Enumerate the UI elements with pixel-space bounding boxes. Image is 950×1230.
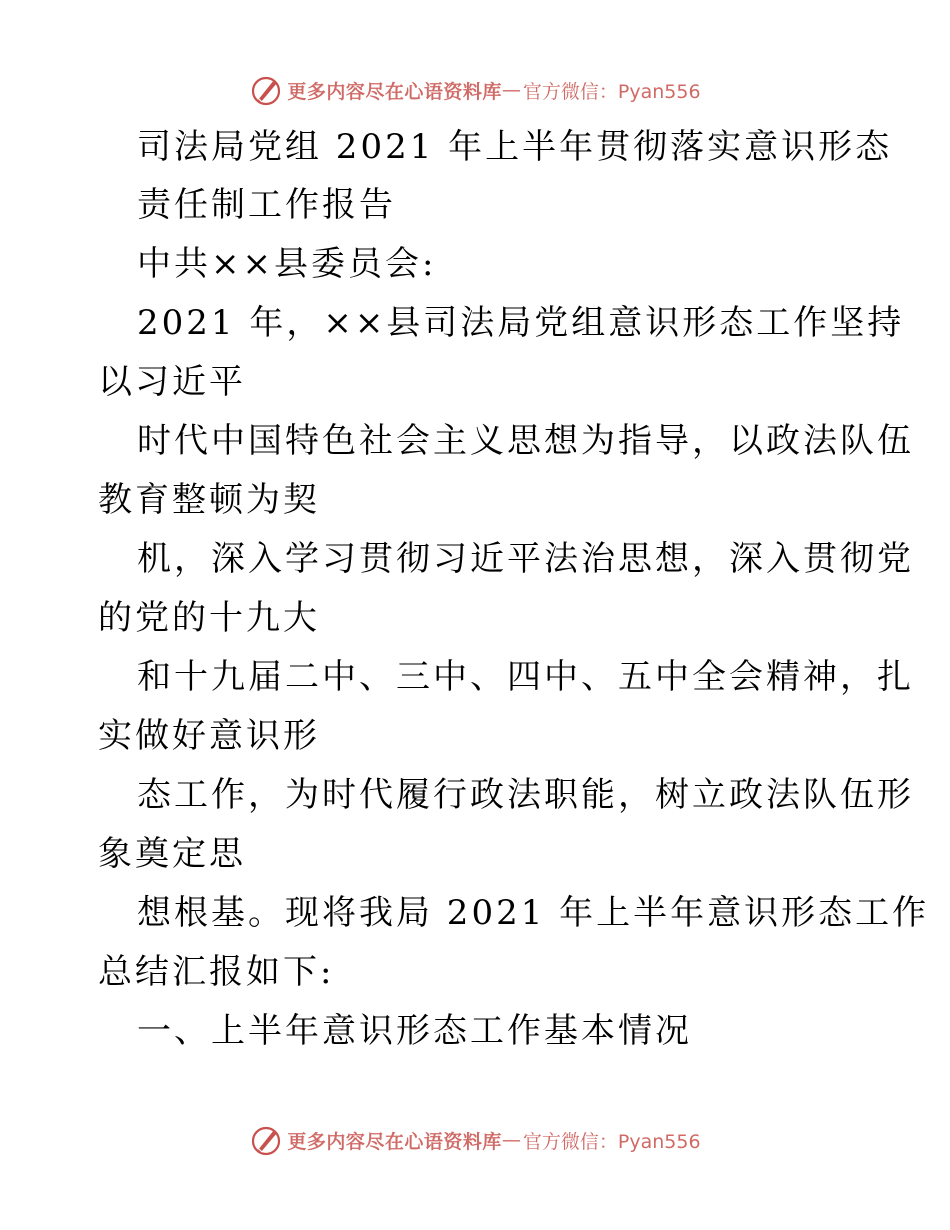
section-heading: 一、上半年意识形态工作基本情况 — [137, 1011, 692, 1051]
body-line: 以习近平 — [98, 362, 246, 402]
body-line: 时代中国特色社会主义思想为指导，以政法队伍 — [137, 421, 914, 461]
body-line: 实做好意识形 — [98, 716, 320, 756]
title-line-1: 司法局党组 2021 年上半年贯彻落实意识形态 — [137, 127, 893, 167]
banner-dash: — — [501, 79, 521, 101]
body-line: 和十九届二中、三中、四中、五中全会精神，扎 — [137, 657, 914, 697]
body-line: 态工作，为时代履行政法职能，树立政法队伍形 — [137, 775, 914, 815]
banner-dash: — — [501, 1129, 521, 1151]
pen-logo-icon — [249, 73, 283, 107]
body-line: 教育整顿为契 — [98, 480, 320, 520]
body-line: 象奠定思 — [98, 834, 246, 874]
body-line: 2021 年，××县司法局党组意识形态工作坚持 — [137, 303, 905, 343]
body-line: 的党的十九大 — [98, 598, 320, 638]
header-banner — [0, 70, 950, 110]
pen-logo-icon — [249, 1123, 283, 1157]
banner-text: 更多内容尽在心语资料库 — [287, 1130, 502, 1153]
banner-text: 更多内容尽在心语资料库 — [287, 80, 502, 103]
salutation: 中共××县委员会: — [137, 244, 437, 284]
body-line: 机，深入学习贯彻习近平法治思想，深入贯彻党 — [137, 539, 914, 579]
title-line-2: 责任制工作报告 — [137, 185, 396, 225]
body-line: 想根基。现将我局 2021 年上半年意识形态工作 — [137, 893, 930, 933]
body-line: 总结汇报如下: — [98, 952, 335, 992]
banner-wechat: 官方微信：Pyan556 — [522, 80, 701, 103]
banner-wechat: 官方微信：Pyan556 — [522, 1130, 701, 1153]
footer-banner — [0, 1120, 950, 1160]
